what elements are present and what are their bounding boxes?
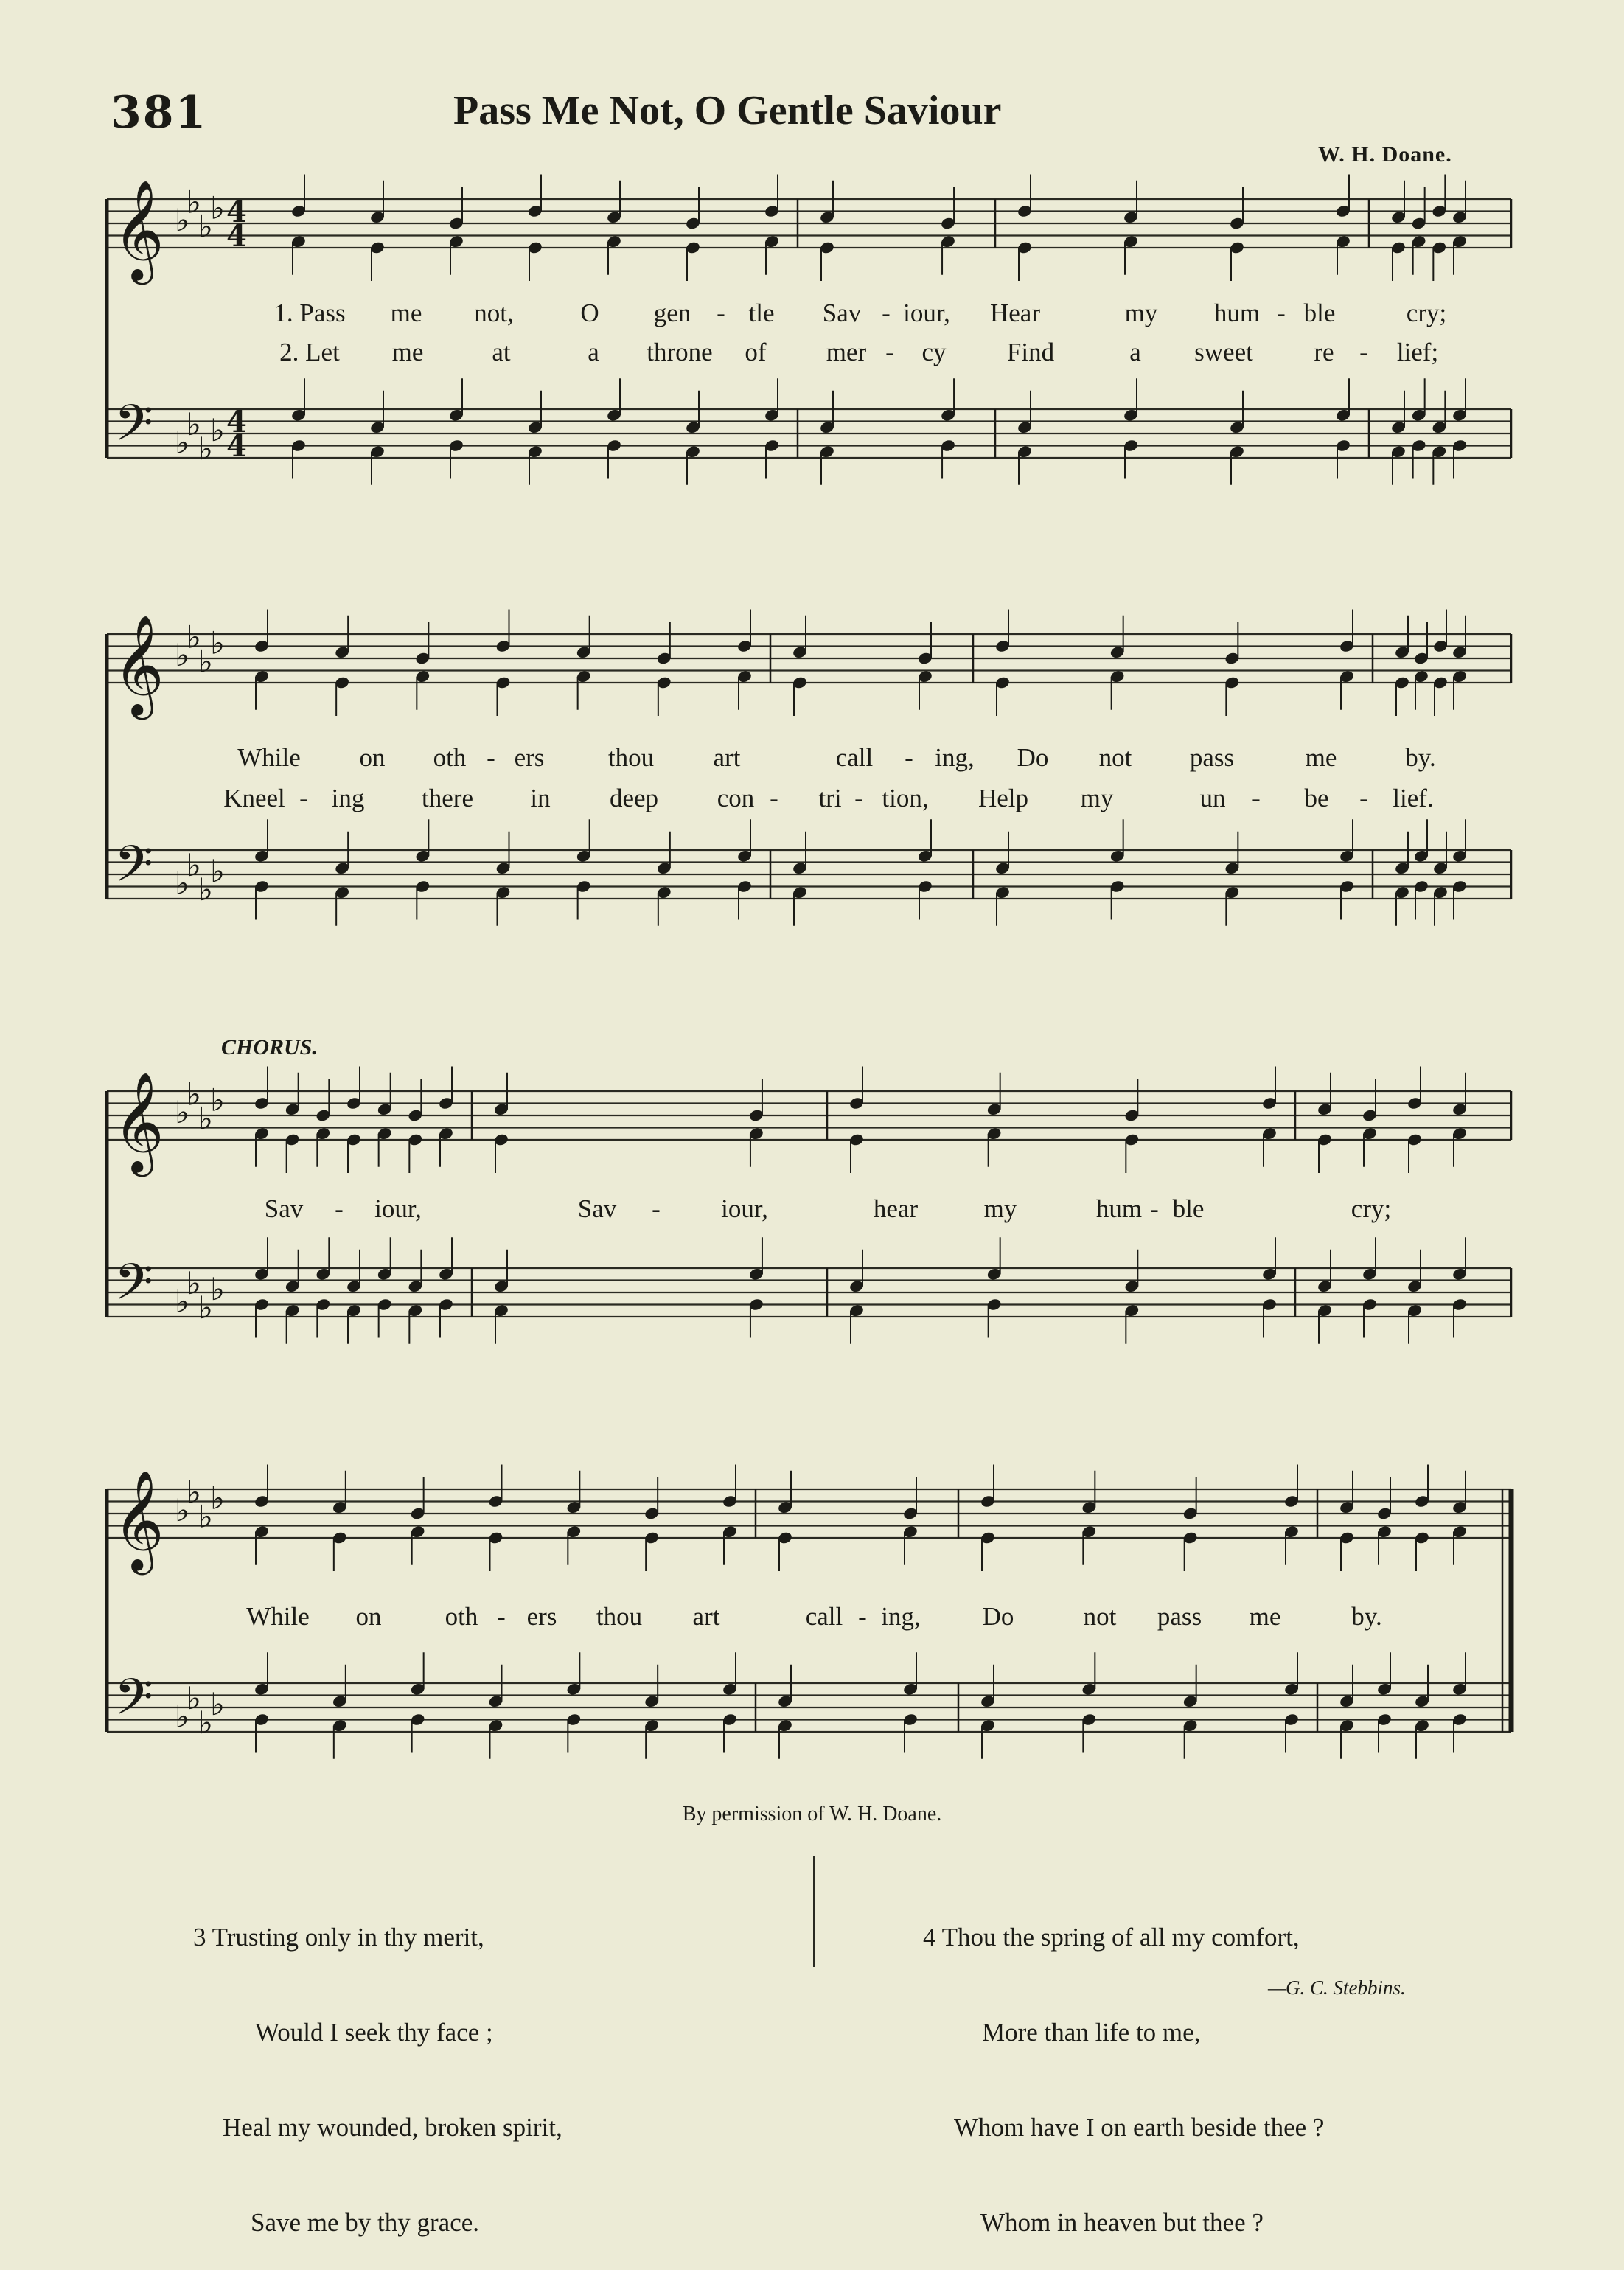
lyric-syllable: deep bbox=[609, 784, 659, 812]
lyric-syllable: pass bbox=[1189, 743, 1235, 772]
lyric-syllable: ble bbox=[1172, 1194, 1205, 1223]
lyric-syllable: - bbox=[487, 743, 495, 772]
lyric-syllable: - bbox=[858, 1602, 867, 1631]
lyric-syllable: lief. bbox=[1393, 784, 1434, 812]
flat-icon: ♭ bbox=[198, 871, 213, 908]
lyric-syllable: a bbox=[588, 338, 599, 366]
flat-icon: ♭ bbox=[210, 189, 225, 226]
lyric-syllable: mer bbox=[826, 338, 867, 366]
flat-icon: ♭ bbox=[210, 1082, 225, 1118]
lyric-syllable: me bbox=[1249, 1602, 1281, 1631]
flat-icon: ♭ bbox=[175, 1283, 189, 1320]
flat-icon: ♭ bbox=[187, 1474, 201, 1511]
lyric-syllable: at bbox=[492, 338, 511, 366]
lyric-syllable: - bbox=[1359, 784, 1368, 812]
flat-icon: ♭ bbox=[175, 1492, 189, 1528]
lyric-syllable: tle bbox=[748, 299, 775, 327]
lyric-syllable: oth bbox=[433, 743, 467, 772]
lyric-syllable: me bbox=[391, 338, 424, 366]
lyric-syllable: tion, bbox=[882, 784, 929, 812]
lyric-syllable: be bbox=[1304, 784, 1329, 812]
lyric-syllable: by. bbox=[1351, 1602, 1382, 1631]
lyric-syllable: - bbox=[882, 299, 891, 327]
lyric-syllable: lief; bbox=[1396, 338, 1439, 366]
flat-icon: ♭ bbox=[175, 637, 189, 673]
flat-icon: ♭ bbox=[210, 1686, 225, 1722]
flat-icon: ♭ bbox=[175, 1094, 189, 1130]
lyric-syllable: con bbox=[717, 784, 755, 812]
lyric-syllable: thou bbox=[607, 743, 655, 772]
lyric-syllable: - bbox=[652, 1194, 661, 1223]
bass-clef-icon: 𝄢 bbox=[114, 1668, 153, 1739]
lyric-syllable: - bbox=[335, 1194, 344, 1223]
lyric-syllable: throne bbox=[647, 338, 713, 366]
lyric-syllable: iour, bbox=[374, 1194, 422, 1223]
lyric-syllable: ble bbox=[1303, 299, 1336, 327]
flat-icon: ♭ bbox=[210, 412, 225, 448]
flat-icon: ♭ bbox=[198, 208, 213, 245]
verse-4-line-2: More than life to me, bbox=[982, 2018, 1201, 2047]
bass-clef-icon: 𝄢 bbox=[114, 394, 153, 465]
flat-icon: ♭ bbox=[198, 430, 213, 467]
chorus-label: CHORUS. bbox=[221, 1035, 318, 1059]
lyric-syllable: Help bbox=[977, 784, 1029, 812]
lyric-syllable: on bbox=[359, 743, 386, 772]
lyric-syllable: call bbox=[805, 1602, 843, 1631]
lyric-syllable: art bbox=[692, 1602, 720, 1631]
hymn-number: 381 bbox=[111, 87, 208, 139]
lyric-syllable: not, bbox=[474, 299, 514, 327]
lyric-syllable: my bbox=[983, 1194, 1017, 1223]
lyric-syllable: 1. Pass bbox=[273, 299, 346, 327]
flat-icon: ♭ bbox=[175, 202, 189, 238]
treble-time-signature: 4 bbox=[226, 195, 247, 229]
lyric-syllable: Hear bbox=[989, 299, 1041, 327]
lyric-syllable: pass bbox=[1157, 1602, 1202, 1631]
lyric-syllable: ing, bbox=[881, 1602, 921, 1631]
lyric-syllable: by. bbox=[1405, 743, 1436, 772]
flat-icon: ♭ bbox=[198, 643, 213, 680]
flat-icon: ♭ bbox=[187, 846, 201, 883]
lyric-syllable: gen bbox=[653, 299, 691, 327]
bass-time-signature: 4 bbox=[226, 429, 247, 464]
flat-icon: ♭ bbox=[210, 853, 225, 889]
lyric-syllable: me bbox=[390, 299, 422, 327]
lyric-syllable: cry; bbox=[1351, 1194, 1392, 1223]
flat-icon: ♭ bbox=[187, 184, 201, 220]
lyric-syllable: hear bbox=[873, 1194, 919, 1223]
lyric-syllable: iour, bbox=[903, 299, 950, 327]
lyric-syllable: While bbox=[237, 743, 301, 772]
lyric-syllable: Kneel bbox=[223, 784, 285, 812]
treble-clef-icon: 𝄞 bbox=[113, 1469, 164, 1570]
lyric-syllable: - bbox=[1277, 299, 1286, 327]
lyric-syllable: thou bbox=[596, 1602, 643, 1631]
lyric-syllable: - bbox=[854, 784, 863, 812]
lyric-syllable: Do bbox=[982, 1602, 1014, 1631]
lyric-syllable: cry; bbox=[1406, 299, 1447, 327]
verse-4-line-4: Whom in heaven but thee ? bbox=[980, 2208, 1264, 2237]
lyric-syllable: ing, bbox=[935, 743, 975, 772]
lyric-syllable: Sav bbox=[577, 1194, 617, 1223]
verse-3-line-2: Would I seek thy face ; bbox=[255, 2018, 493, 2047]
lyric-syllable: re bbox=[1314, 338, 1334, 366]
lyric-syllable: my bbox=[1124, 299, 1158, 327]
lyric-syllable: call bbox=[835, 743, 874, 772]
lyric-syllable: sweet bbox=[1194, 338, 1253, 366]
lyric-syllable: iour, bbox=[721, 1194, 768, 1223]
flat-icon: ♭ bbox=[210, 1480, 225, 1517]
verse-4 bbox=[923, 1858, 1324, 2270]
lyric-syllable: O bbox=[580, 299, 599, 327]
composer-credit: W. H. Doane. bbox=[1318, 142, 1452, 167]
lyric-syllable: art bbox=[713, 743, 741, 772]
treble-clef-icon: 𝄞 bbox=[113, 1070, 164, 1172]
flat-icon: ♭ bbox=[198, 1498, 213, 1535]
lyric-syllable: - bbox=[885, 338, 894, 366]
flat-icon: ♭ bbox=[198, 1704, 213, 1741]
lyric-syllable: Find bbox=[1006, 338, 1055, 366]
flat-icon: ♭ bbox=[198, 1289, 213, 1326]
flat-icon: ♭ bbox=[175, 424, 189, 461]
lyric-syllable: - bbox=[717, 299, 725, 327]
bass-clef-icon: 𝄢 bbox=[114, 835, 153, 906]
lyric-syllable: Sav bbox=[264, 1194, 304, 1223]
hymn-title: Pass Me Not, O Gentle Saviour bbox=[453, 88, 1002, 133]
verse-4-line-1: 4 Thou the spring of all my comfort, bbox=[923, 1923, 1300, 1952]
flat-icon: ♭ bbox=[187, 1264, 201, 1301]
lyric-syllable: oth bbox=[445, 1602, 478, 1631]
treble-time-signature: 4 bbox=[226, 219, 247, 254]
lyric-syllable: not bbox=[1083, 1602, 1117, 1631]
treble-clef-icon: 𝄞 bbox=[113, 613, 164, 715]
lyric-syllable: - bbox=[1359, 338, 1368, 366]
lyric-syllable: hum bbox=[1213, 299, 1261, 327]
flat-icon: ♭ bbox=[210, 624, 225, 661]
flat-icon: ♭ bbox=[187, 1076, 201, 1113]
lyric-syllable: a bbox=[1129, 338, 1141, 366]
lyric-syllable: there bbox=[422, 784, 473, 812]
lyric-syllable: - bbox=[497, 1602, 506, 1631]
lyric-syllable: While bbox=[246, 1602, 310, 1631]
flat-icon: ♭ bbox=[187, 1679, 201, 1716]
verse-4-line-3: Whom have I on earth beside thee ? bbox=[954, 2113, 1325, 2142]
lyric-syllable: Sav bbox=[822, 299, 862, 327]
verse-3-line-1: 3 Trusting only in thy merit, bbox=[193, 1923, 484, 1952]
lyric-syllable: hum bbox=[1095, 1194, 1143, 1223]
lyric-syllable: - bbox=[770, 784, 778, 812]
lyric-syllable: - bbox=[299, 784, 308, 812]
verse-3 bbox=[193, 1858, 562, 2270]
flat-icon: ♭ bbox=[187, 619, 201, 655]
bass-clef-icon: 𝄢 bbox=[114, 1253, 153, 1324]
verse-divider bbox=[813, 1856, 815, 1967]
lyric-syllable: tri bbox=[818, 784, 842, 812]
flat-icon: ♭ bbox=[210, 1271, 225, 1307]
lyric-syllable: - bbox=[1150, 1194, 1159, 1223]
lyric-syllable: - bbox=[1252, 784, 1261, 812]
lyric-syllable: 2. Let bbox=[279, 338, 340, 366]
flat-icon: ♭ bbox=[187, 405, 201, 442]
lyric-syllable: Do bbox=[1017, 743, 1049, 772]
lyric-syllable: not bbox=[1098, 743, 1132, 772]
lyric-syllable: cy bbox=[921, 338, 947, 366]
flat-icon: ♭ bbox=[175, 1698, 189, 1735]
lyric-syllable: ers bbox=[526, 1602, 557, 1631]
permission-note: By permission of W. H. Doane. bbox=[682, 1803, 942, 1825]
lyric-syllable: me bbox=[1305, 743, 1337, 772]
treble-clef-icon: 𝄞 bbox=[113, 178, 164, 280]
flat-icon: ♭ bbox=[198, 1100, 213, 1137]
lyric-syllable: un bbox=[1199, 784, 1226, 812]
lyric-syllable: my bbox=[1080, 784, 1114, 812]
verse-3-line-3: Heal my wounded, broken spirit, bbox=[223, 2113, 562, 2142]
verse-credit: —G. C. Stebbins. bbox=[1268, 1977, 1406, 1999]
lyric-syllable: of bbox=[745, 338, 767, 366]
lyric-syllable: ers bbox=[514, 743, 545, 772]
verse-3-line-4: Save me by thy grace. bbox=[251, 2208, 480, 2237]
flat-icon: ♭ bbox=[175, 865, 189, 902]
lyric-syllable: in bbox=[530, 784, 551, 812]
lyric-syllable: - bbox=[905, 743, 913, 772]
bass-time-signature: 4 bbox=[226, 405, 247, 439]
lyric-syllable: on bbox=[355, 1602, 382, 1631]
lyric-syllable: ing bbox=[331, 784, 365, 812]
